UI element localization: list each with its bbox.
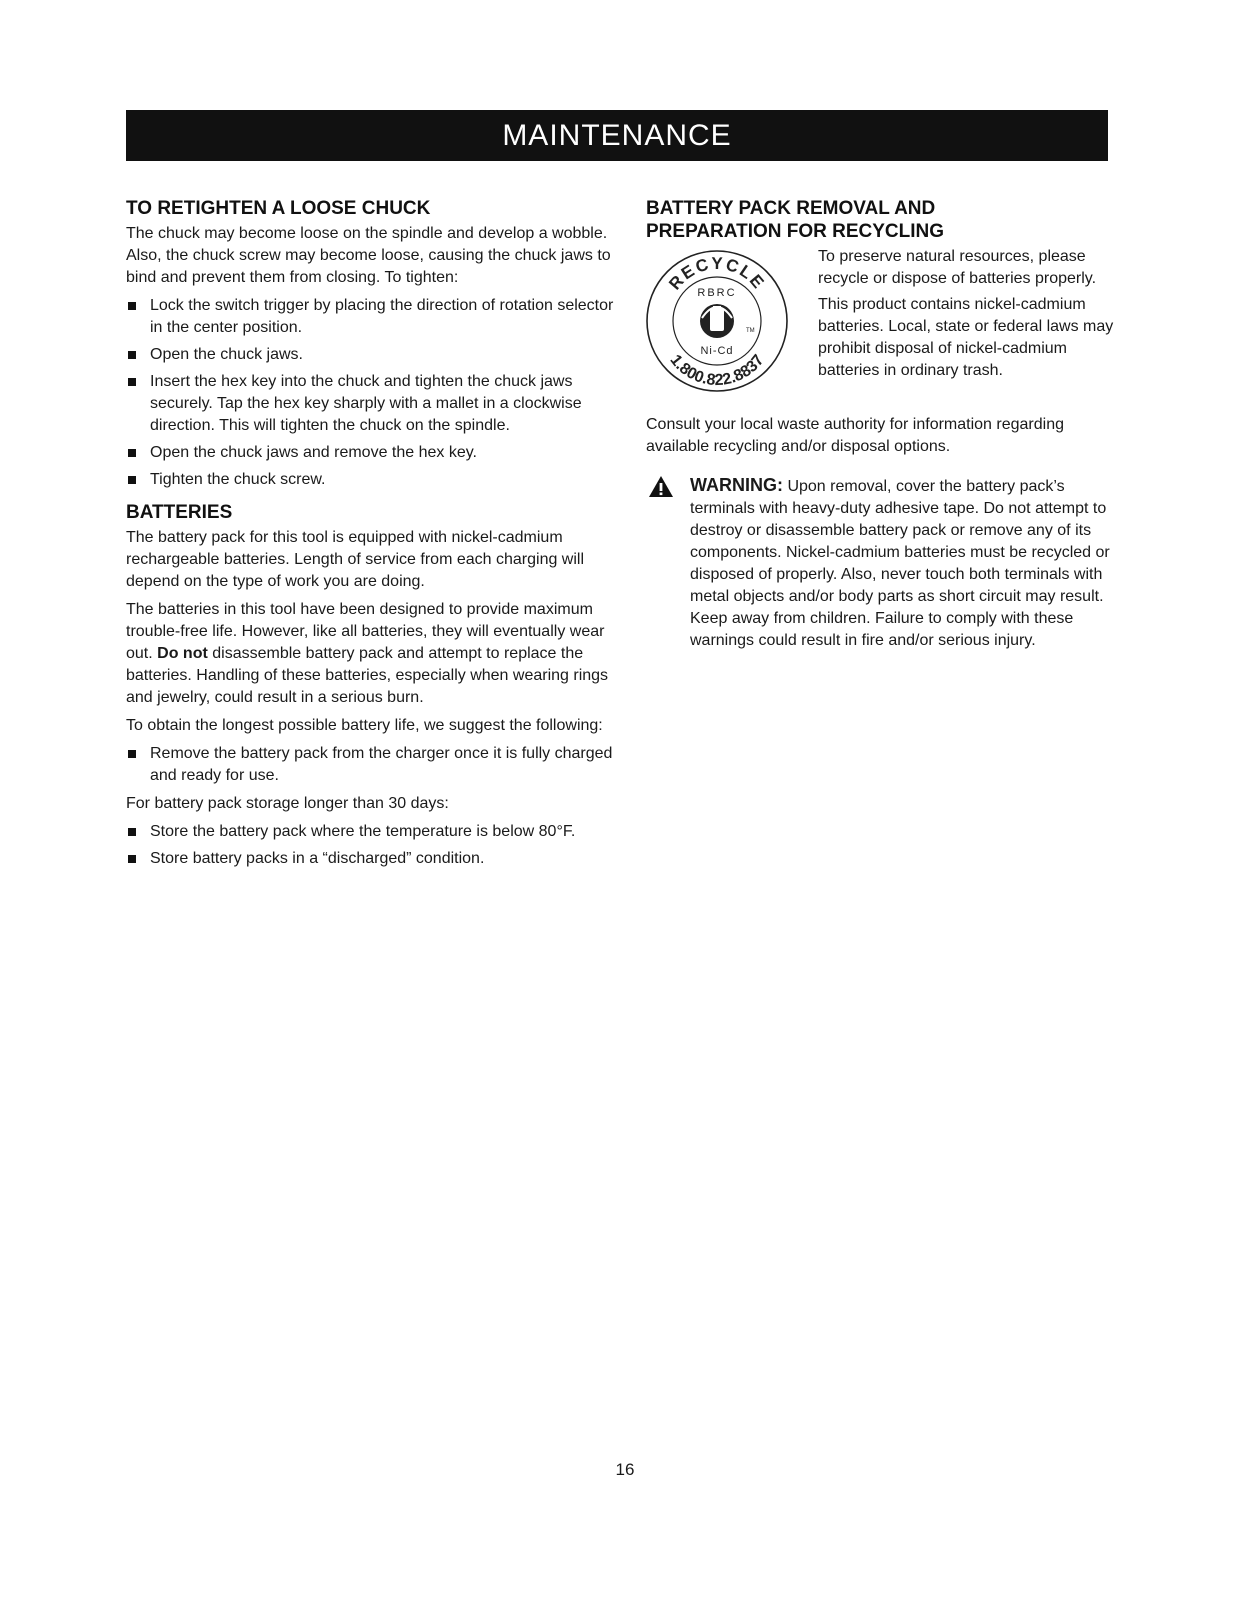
warning-block: [646, 474, 1131, 652]
bullet-icon: [128, 449, 136, 457]
bullet-icon: [128, 302, 136, 310]
bullet-icon: [128, 828, 136, 836]
bullet-icon: [128, 476, 136, 484]
bullet-icon: [128, 351, 136, 359]
recycling-text: [818, 246, 1128, 386]
recycling-para-1: To preserve natural resources, please recycle or dispose of batteries properly.: [818, 248, 1097, 287]
emphasis-text: Do not: [157, 645, 208, 662]
battery-tips-list: [126, 743, 616, 787]
page-title: MAINTENANCE: [502, 118, 732, 152]
svg-text:RBRC: RBRC: [697, 287, 737, 299]
batteries-heading: BATTERIES: [126, 502, 233, 523]
list-item: Tighten the chuck screw.: [126, 469, 616, 491]
bullet-icon: [128, 378, 136, 386]
batteries-para-1: The battery pack for this tool is equipped with nickel-cadmium rechargeable batteries. Length of service from each charging will depend on the type of work you are doing.: [126, 529, 585, 590]
svg-text:RECYCLE: RECYCLE: [665, 253, 769, 294]
svg-text:Ni-Cd: Ni-Cd: [700, 345, 734, 357]
batteries-para-3: To obtain the longest possible battery life, we suggest the following:: [126, 717, 603, 734]
recycling-block: [646, 246, 1131, 414]
left-column: [126, 197, 616, 876]
page-number: 16: [615, 1460, 635, 1479]
section-banner: [126, 110, 1108, 161]
right-column: [646, 197, 1131, 652]
chuck-heading: TO RETIGHTEN A LOOSE CHUCK: [126, 198, 431, 219]
list-item: Store battery packs in a “discharged” condition.: [126, 848, 616, 870]
bullet-icon: [128, 750, 136, 758]
recycling-heading: BATTERY PACK REMOVAL AND PREPARATION FOR RECYCLING: [646, 198, 945, 242]
warning-text: WARNING: Upon removal, cover the battery pack’s terminals with heavy-duty adhesive tape. Do not attempt to destroy or disassemble battery pack or remove any of its components. Nickel-cadmium batteries must be recycled or disposed of properly. Also, never touch both terminals with metal objects and/or body parts as short circuit may result. Keep away from children. Failure to comply with these warnings could result in fire and/or serious injury.: [690, 475, 1110, 649]
list-item: Store the battery pack where the temperature is below 80°F.: [126, 821, 616, 843]
warning-icon: [648, 475, 674, 498]
rbrc-recycle-seal-icon: [642, 246, 792, 396]
list-item: Remove the battery pack from the charger once it is fully charged and ready for use.: [126, 743, 616, 787]
bullet-icon: [128, 855, 136, 863]
warning-label: WARNING:: [690, 475, 783, 495]
list-item: Insert the hex key into the chuck and tighten the chuck jaws securely. Tap the hex key sharply with a mallet in a clockwise direction. This will tighten the chuck on the spindle.: [126, 371, 616, 437]
list-item: Lock the switch trigger by placing the direction of rotation selector in the center position.: [126, 295, 616, 339]
svg-text:TM: TM: [746, 328, 755, 334]
svg-text:1.800.822.8837: 1.800.822.8837: [666, 351, 768, 390]
recycling-para-3: Consult your local waste authority for information regarding available recycling and/or disposal options.: [646, 416, 1064, 455]
storage-tips-list: [126, 821, 616, 870]
batteries-para-2: The batteries in this tool have been designed to provide maximum trouble-free life. However, like all batteries, they will eventually wear out. Do not disassemble battery pack and attempt to replace the batteries. Handling of these batteries, especially when wearing rings and jewelry, could result in a serious burn.: [126, 601, 609, 706]
storage-intro: For battery pack storage longer than 30 days:: [126, 795, 449, 812]
chuck-intro: The chuck may become loose on the spindle and develop a wobble. Also, the chuck screw may become loose, causing the chuck jaws to bind and prevent them from closing. To tighten:: [126, 225, 611, 286]
chuck-steps-list: [126, 295, 616, 491]
list-item: Open the chuck jaws and remove the hex key.: [126, 442, 616, 464]
list-item: Open the chuck jaws.: [126, 344, 616, 366]
recycling-para-2: This product contains nickel-cadmium batteries. Local, state or federal laws may prohibit disposal of nickel-cadmium batteries in ordinary trash.: [818, 296, 1114, 379]
